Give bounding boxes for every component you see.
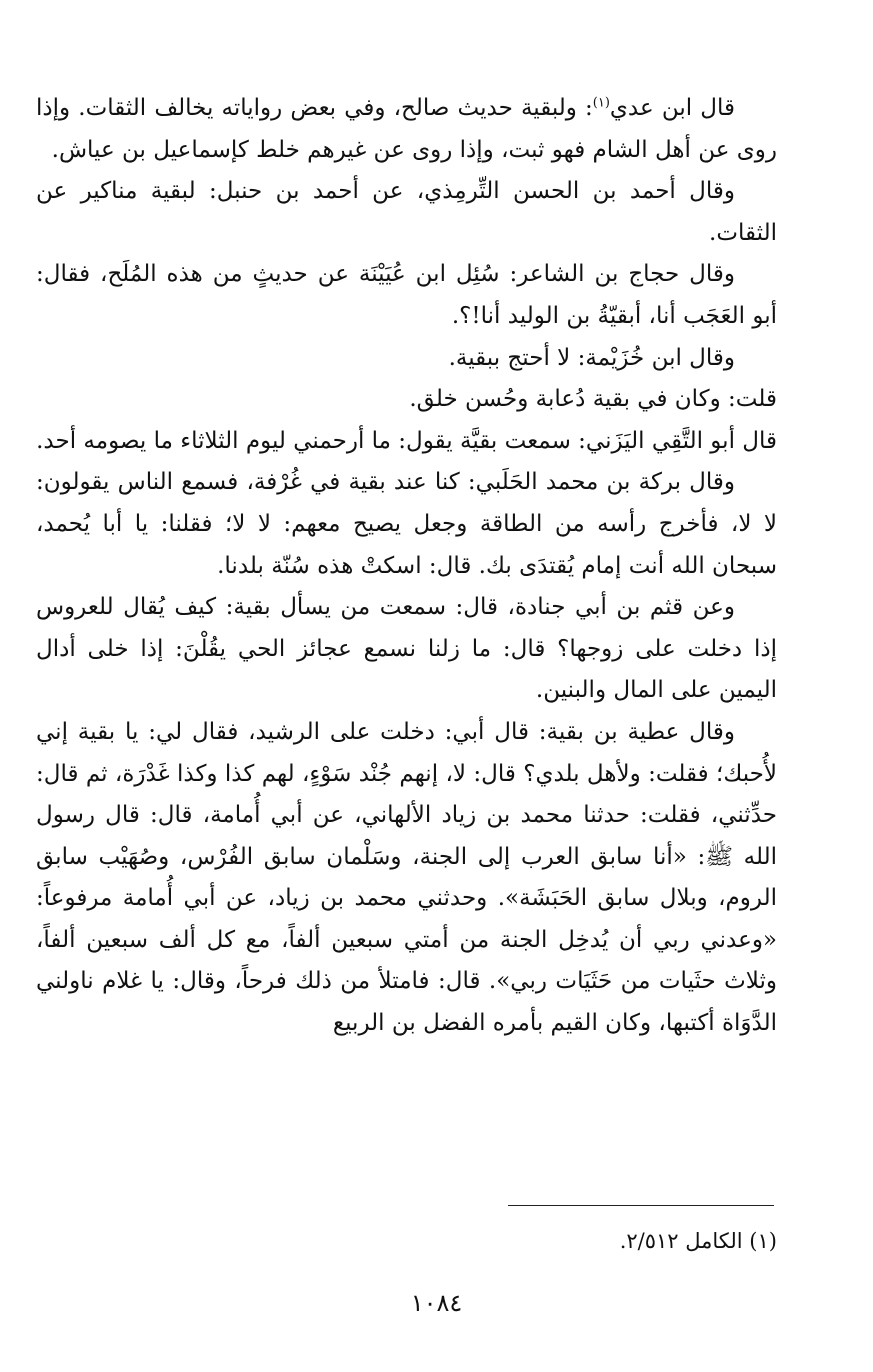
paragraph-abu-at-taqi: قال أبو التَّقِي اليَزَني: سمعت بقيَّة يقول: ما أرحمني ليوم الثلاثاء ما يصومه أحد. bbox=[36, 427, 777, 454]
paragraph-qutham: وعن قثم بن أبي جنادة، قال: سمعت من يسأل بقية: كيف يُقال للعروس إذا دخلت على زوجها؟ قال: ما زلنا نسمع عجائز الحي يقُلْنَ: إذا خلى أدال اليمين على المال والبنين. bbox=[36, 594, 777, 704]
paragraph-ibn-khuzayma: وقال ابن خُزَيْمة: لا أحتج ببقية. bbox=[448, 344, 735, 371]
paragraph-text: قال ابن عدي bbox=[609, 95, 735, 121]
footnote-divider bbox=[508, 1205, 774, 1206]
paragraph-atiyya: وقال عطية بن بقية: قال أبي: دخلت على الرشيد، فقال لي: يا بقية إني لأُحبك؛ فقلت: ولأهل بلدي؟ قال: لا، إنهم جُنْد سَوْءٍ، لهم كذا وكذا غَدْرَة، ثم قال: حدِّثني، فقلت: حدثنا محمد بن زياد الألهاني، عن أبي أُمامة، قال: قال رسول الله ﷺ: «أنا سابق العرب إلى الجنة، وسَلْمان سابق الفُرْس، وصُهَيْب سابق الروم، وبلال سابق الحَبَشَة». وحدثني محمد بن زياد، عن أبي أُمامة مرفوعاً: «وعدني ربي أن يُدخِل الجنة من أمتي سبعين ألفاً، مع كل ألف سبعين ألفاً، وثلاث حثَيات من حَثَيَات ربي». قال: فامتلأ من ذلك فرحاً، وقال: يا غلام ناولني الدَّوَاة أكتبها، وكان القيم بأمره الفضل بن الربيع bbox=[36, 718, 777, 1037]
paragraph-qultu: قلت: وكان في بقية دُعابة وحُسن خلق. bbox=[409, 386, 777, 413]
paragraph-hajjaj: وقال حجاج بن الشاعر: سُئِل ابن عُيَيْنَة عن حديثٍ من هذه المُلَح، فقال: أبو العَجَب أنا، أبقيّةُ بن الوليد أنا!؟. bbox=[36, 261, 777, 329]
footnote: (١) الكامل ٢/٥١٢. bbox=[619, 1229, 777, 1253]
paragraph-ibn-adi bbox=[36, 88, 777, 171]
page-number: ١٠٨٤ bbox=[410, 1289, 463, 1317]
paragraph-text-continued: : ولبقية حديث صالح، وفي بعض رواياته يخالف الثقات. وإذا روى عن أهل الشام فهو ثبت، وإذا روى عن غيرهم خلط كإسماعيل بن عياش. bbox=[36, 95, 777, 163]
paragraph-baraka: وقال بركة بن محمد الحَلَبي: كنا عند بقية في غُرْفة، فسمع الناس يقولون: لا لا، فأخرج رأسه من الطاقة وجعل يصيح معهم: لا لا؛ فقلنا: يا أبا يُحمد، سبحان الله أنت إمام يُقتدَى بك. قال: اسكتْ هذه سُنّة بلدنا. bbox=[36, 469, 777, 579]
footnote-reference[interactable]: (١) bbox=[592, 95, 610, 111]
paragraph-tirmidhi: وقال أحمد بن الحسن التِّرمِذي، عن أحمد بن حنبل: لبقية مناكير عن الثقات. bbox=[36, 178, 777, 246]
main-text bbox=[36, 88, 777, 1045]
